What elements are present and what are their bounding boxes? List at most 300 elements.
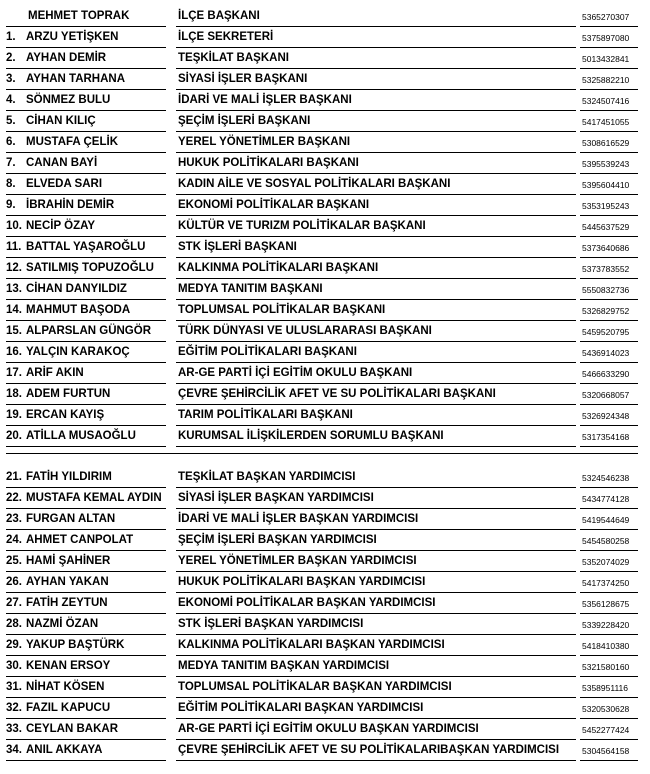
row-number: 11. — [6, 241, 22, 253]
member-name — [6, 492, 162, 504]
row-number: 19. — [6, 409, 22, 421]
member-title: İDARİ VE MALİ İŞLER BAŞKANI — [178, 94, 352, 106]
underline — [580, 718, 638, 719]
member-title: MEDYA TANITIM BAŞKANI — [178, 283, 323, 295]
underline — [6, 676, 166, 677]
underline — [580, 446, 638, 447]
member-phone: 5417451055 — [582, 117, 630, 127]
underline — [580, 613, 638, 614]
underline — [6, 152, 166, 153]
underline — [6, 508, 166, 509]
member-name-text: CEYLAN BAKAR — [26, 723, 118, 735]
table-row — [6, 427, 638, 448]
underline — [6, 173, 166, 174]
member-title: İLÇE SEKRETERİ — [178, 31, 274, 43]
member-phone: 5304564158 — [582, 746, 630, 756]
member-phone: 5550832736 — [582, 285, 630, 295]
underline — [6, 110, 166, 111]
row-number: 7. — [6, 157, 16, 169]
header-title: İLÇE BAŞKANI — [178, 10, 260, 22]
member-phone: 5326924348 — [582, 411, 630, 421]
member-title: TEŞKİLAT BAŞKAN YARDIMCISI — [178, 471, 356, 483]
member-name — [6, 325, 151, 337]
member-phone: 5373640686 — [582, 243, 630, 253]
member-name — [6, 660, 110, 672]
table-row — [6, 91, 638, 112]
underline — [176, 697, 576, 698]
member-phone: 5325882210 — [582, 75, 630, 85]
underline — [176, 341, 576, 342]
row-number: 28. — [6, 618, 22, 630]
member-name — [6, 388, 110, 400]
underline — [580, 131, 638, 132]
member-phone: 5353195243 — [582, 201, 630, 211]
member-phone: 5459520795 — [582, 327, 630, 337]
member-name-text: AHMET CANPOLAT — [26, 534, 134, 546]
underline — [176, 571, 576, 572]
member-name-text: ARİF AKIN — [26, 367, 84, 379]
underline — [6, 383, 166, 384]
row-number: 20. — [6, 430, 22, 442]
member-title: TOPLUMSAL POLİTİKALAR BAŞKAN YARDIMCISI — [178, 681, 452, 693]
member-title: STK İŞLERİ BAŞKAN YARDIMCISI — [178, 618, 364, 630]
member-title: STK İŞLERİ BAŞKANI — [178, 241, 297, 253]
row-number: 33. — [6, 723, 22, 735]
member-name — [6, 576, 109, 588]
underline — [6, 425, 166, 426]
underline — [6, 529, 166, 530]
underline — [580, 634, 638, 635]
member-phone: 5417374250 — [582, 578, 630, 588]
member-phone: 5326829752 — [582, 306, 630, 316]
underline — [6, 446, 166, 447]
row-number: 14. — [6, 304, 22, 316]
member-name — [6, 199, 114, 211]
underline — [176, 655, 576, 656]
underline — [176, 194, 576, 195]
member-title: KÜLTÜR VE TURIZM POLİTİKALAR BAŞKANI — [178, 220, 426, 232]
member-title: MEDYA TANITIM BAŞKAN YARDIMCISI — [178, 660, 390, 672]
row-number: 5. — [6, 115, 16, 127]
underline — [6, 739, 166, 740]
row-number: 3. — [6, 73, 16, 85]
underline — [176, 550, 576, 551]
underline — [176, 613, 576, 614]
table-row — [6, 720, 638, 741]
underline — [6, 571, 166, 572]
underline — [6, 362, 166, 363]
member-name — [6, 513, 115, 525]
member-name-text: FATİH YILDIRIM — [26, 471, 112, 483]
underline — [6, 487, 166, 488]
underline — [580, 676, 638, 677]
table-row — [6, 49, 638, 70]
member-name — [6, 430, 136, 442]
underline — [580, 425, 638, 426]
row-number: 17. — [6, 367, 22, 379]
member-title: YEREL YÖNETİMLER BAŞKANI — [178, 136, 351, 148]
table-row — [6, 217, 638, 238]
member-title: ÇEVRE ŞEHİRCİLİK AFET VE SU POLİTİKALARIBAŞKAN YARDIMCISI — [178, 744, 560, 756]
member-name-text: FAZIL KAPUCU — [26, 702, 111, 714]
member-title: HUKUK POLİTİKALARI BAŞKANI — [178, 157, 359, 169]
member-name-text: FATİH ZEYTUN — [26, 597, 108, 609]
member-phone: 5339228420 — [582, 620, 630, 630]
row-number: 30. — [6, 660, 22, 672]
member-name — [6, 262, 154, 274]
underline — [176, 173, 576, 174]
underline — [176, 152, 576, 153]
section-divider — [6, 448, 638, 468]
row-number: 12. — [6, 262, 22, 274]
underline — [176, 739, 576, 740]
member-name — [6, 723, 118, 735]
header-name: MEHMET TOPRAK — [28, 10, 130, 22]
underline — [580, 508, 638, 509]
underline — [176, 592, 576, 593]
underline — [6, 634, 166, 635]
underline — [176, 320, 576, 321]
underline — [580, 152, 638, 153]
underline — [580, 550, 638, 551]
table-row — [6, 175, 638, 196]
member-name — [6, 157, 97, 169]
member-title: YEREL YÖNETİMLER BAŞKAN YARDIMCISI — [178, 555, 417, 567]
underline — [176, 634, 576, 635]
member-name-text: YAKUP BAŞTÜRK — [26, 639, 125, 651]
row-number: 27. — [6, 597, 22, 609]
member-name — [6, 744, 102, 756]
member-name-text: ELVEDA SARI — [26, 178, 103, 190]
member-phone: 5466633290 — [582, 369, 630, 379]
row-number: 9. — [6, 199, 16, 211]
underline — [580, 236, 638, 237]
underline — [580, 47, 638, 48]
underline — [6, 257, 166, 258]
member-title: EKONOMİ POLİTİKALAR BAŞKANI — [178, 199, 370, 211]
table-row — [6, 385, 638, 406]
member-name — [6, 618, 98, 630]
underline — [580, 320, 638, 321]
member-name-text: NECİP ÖZAY — [26, 220, 96, 232]
member-name-text: BATTAL YAŞAROĞLU — [26, 241, 146, 253]
table-row — [6, 615, 638, 636]
row-number: 4. — [6, 94, 16, 106]
row-number: 16. — [6, 346, 22, 358]
row-number: 29. — [6, 639, 22, 651]
member-title: AR-GE PARTİ İÇİ EGİTİM OKULU BAŞKANI — [178, 367, 413, 379]
row-number: 8. — [6, 178, 16, 190]
table-row — [6, 364, 638, 385]
member-name-text: YALÇIN KARAKOÇ — [26, 346, 130, 358]
underline — [580, 739, 638, 740]
underline — [6, 68, 166, 69]
table-row — [6, 406, 638, 427]
member-name-text: NAZMİ ÖZAN — [26, 618, 99, 630]
member-title: SİYASİ İŞLER BAŞKANI — [178, 73, 308, 85]
table-row — [6, 636, 638, 657]
member-name-text: MAHMUT BAŞODA — [26, 304, 131, 316]
underline — [580, 26, 638, 27]
member-name — [6, 534, 133, 546]
underline — [6, 26, 166, 27]
table-row — [6, 301, 638, 322]
table-row — [6, 573, 638, 594]
member-name-text: ATİLLA MUSAOĞLU — [26, 430, 136, 442]
member-phone: 5321580160 — [582, 662, 630, 672]
member-name — [6, 136, 118, 148]
underline — [580, 278, 638, 279]
member-phone: 5418410380 — [582, 641, 630, 651]
underline — [580, 299, 638, 300]
member-name-text: AYHAN DEMİR — [26, 52, 107, 64]
table-row — [6, 133, 638, 154]
underline — [176, 26, 576, 27]
member-title: KADIN AİLE VE SOSYAL POLİTİKALARI BAŞKANI — [178, 178, 451, 190]
underline — [176, 487, 576, 488]
member-phone: 5013432841 — [582, 54, 630, 64]
member-name-text: KENAN ERSOY — [26, 660, 111, 672]
table-row — [6, 489, 638, 510]
member-title: ŞEÇİM İŞLERİ BAŞKANI — [178, 115, 311, 127]
row-number: 6. — [6, 136, 16, 148]
row-number: 32. — [6, 702, 22, 714]
member-name — [6, 220, 95, 232]
member-phone: 5352074029 — [582, 557, 630, 567]
row-number: 31. — [6, 681, 22, 693]
member-name — [6, 73, 125, 85]
member-phone: 5320668057 — [582, 390, 630, 400]
header-row — [6, 7, 638, 28]
member-name — [6, 409, 104, 421]
row-number: 15. — [6, 325, 22, 337]
row-number: 2. — [6, 52, 16, 64]
member-name-text: HAMİ ŞAHİNER — [26, 555, 111, 567]
underline — [176, 68, 576, 69]
member-name — [6, 681, 104, 693]
table-row — [6, 468, 638, 489]
member-phone: 5320530628 — [582, 704, 630, 714]
table-row — [6, 531, 638, 552]
underline — [176, 404, 576, 405]
member-phone: 5324546238 — [582, 473, 630, 483]
underline — [6, 320, 166, 321]
member-title: ÇEVRE ŞEHİRCİLİK AFET VE SU POLİTİKALARI BAŞKANI — [178, 388, 496, 400]
member-phone: 5308616529 — [582, 138, 630, 148]
member-phone: 5454580258 — [582, 536, 630, 546]
member-title: EKONOMİ POLİTİKALAR BAŞKAN YARDIMCISI — [178, 597, 436, 609]
member-name — [6, 94, 110, 106]
member-phone: 5317354168 — [582, 432, 630, 442]
underline — [176, 676, 576, 677]
member-name — [6, 597, 108, 609]
member-name-text: ALPARSLAN GÜNGÖR — [26, 325, 152, 337]
member-name-text: SÖNMEZ BULU — [26, 94, 111, 106]
underline — [580, 362, 638, 363]
underline — [580, 89, 638, 90]
table-row — [6, 343, 638, 364]
underline — [6, 613, 166, 614]
member-name — [6, 31, 118, 43]
underline — [580, 571, 638, 572]
underline — [580, 215, 638, 216]
underline — [6, 550, 166, 551]
row-number: 22. — [6, 492, 22, 504]
table-row — [6, 259, 638, 280]
table-row — [6, 70, 638, 91]
underline — [580, 110, 638, 111]
underline — [580, 655, 638, 656]
group-presidents — [6, 28, 638, 448]
member-title: KURUMSAL İLİŞKİLERDEN SORUMLU BAŞKANI — [178, 430, 444, 442]
underline — [6, 404, 166, 405]
member-title: TEŞKİLAT BAŞKANI — [178, 52, 289, 64]
member-name-text: CANAN BAYİ — [26, 157, 98, 169]
member-phone: 5375897080 — [582, 33, 630, 43]
underline — [580, 68, 638, 69]
member-title: EĞİTİM POLİTİKALARI BAŞKAN YARDIMCISI — [178, 702, 424, 714]
member-title: HUKUK POLİTİKALARI BAŞKAN YARDIMCISI — [178, 576, 426, 588]
member-name — [6, 471, 112, 483]
table-row — [6, 238, 638, 259]
underline — [176, 529, 576, 530]
member-phone: 5395539243 — [582, 159, 630, 169]
underline — [580, 592, 638, 593]
underline — [6, 215, 166, 216]
table-row — [6, 510, 638, 531]
underline — [176, 131, 576, 132]
row-number: 1. — [6, 31, 16, 43]
row-number: 34. — [6, 744, 22, 756]
underline — [580, 257, 638, 258]
underline — [6, 278, 166, 279]
table-row — [6, 322, 638, 343]
underline — [580, 487, 638, 488]
member-phone: 5436914023 — [582, 348, 630, 358]
underline — [6, 760, 166, 761]
member-title: SİYASİ İŞLER BAŞKAN YARDIMCISI — [178, 492, 374, 504]
member-name-text: FURGAN ALTAN — [26, 513, 116, 525]
table-row — [6, 28, 638, 49]
table-row — [6, 552, 638, 573]
member-name-text: ARZU YETİŞKEN — [26, 31, 119, 43]
member-name — [6, 346, 130, 358]
member-name-text: MUSTAFA KEMAL AYDIN — [26, 492, 162, 504]
member-name — [6, 304, 130, 316]
member-phone: 5373783552 — [582, 264, 630, 274]
member-phone: 5452277424 — [582, 725, 630, 735]
table-row — [6, 154, 638, 175]
member-name-text: AYHAN TARHANA — [26, 73, 126, 85]
member-name-text: AYHAN YAKAN — [26, 576, 109, 588]
underline — [176, 718, 576, 719]
table-row — [6, 741, 638, 762]
member-name-text: ADEM FURTUN — [26, 388, 111, 400]
member-title: İDARİ VE MALİ İŞLER BAŞKAN YARDIMCISI — [178, 513, 419, 525]
underline — [176, 383, 576, 384]
member-name-text: İBRAHİN DEMİR — [26, 199, 115, 211]
member-phone: 5324507416 — [582, 96, 630, 106]
underline — [6, 131, 166, 132]
table-row — [6, 678, 638, 699]
underline — [580, 173, 638, 174]
table-row — [6, 699, 638, 720]
underline — [6, 655, 166, 656]
underline — [176, 425, 576, 426]
table-row — [6, 196, 638, 217]
underline — [176, 110, 576, 111]
member-name-text: CİHAN DANYILDIZ — [26, 283, 127, 295]
member-name — [6, 639, 124, 651]
member-name-text: CİHAN KILIÇ — [26, 115, 96, 127]
member-name — [6, 702, 110, 714]
underline — [6, 89, 166, 90]
row-number: 21. — [6, 471, 22, 483]
row-number: 13. — [6, 283, 22, 295]
underline — [580, 697, 638, 698]
underline — [6, 299, 166, 300]
underline — [176, 89, 576, 90]
member-list — [6, 7, 638, 762]
underline — [6, 194, 166, 195]
row-number: 25. — [6, 555, 22, 567]
row-number: 23. — [6, 513, 22, 525]
member-name-text: MUSTAFA ÇELİK — [26, 136, 118, 148]
underline — [176, 299, 576, 300]
member-title: KALKINMA POLİTİKALARI BAŞKAN YARDIMCISI — [178, 639, 445, 651]
member-title: EĞİTİM POLİTİKALARI BAŞKANI — [178, 346, 357, 358]
member-name — [6, 241, 145, 253]
underline — [176, 236, 576, 237]
member-name-text: NİHAT KÖSEN — [26, 681, 105, 693]
underline — [176, 47, 576, 48]
row-number: 26. — [6, 576, 22, 588]
underline — [176, 446, 576, 447]
member-phone: 5356128675 — [582, 599, 630, 609]
member-phone: 5445637529 — [582, 222, 630, 232]
group-vice-presidents — [6, 468, 638, 762]
member-phone: 5434774128 — [582, 494, 630, 504]
member-phone: 5358951116 — [582, 683, 629, 693]
underline — [6, 47, 166, 48]
underline — [580, 341, 638, 342]
member-phone: 5419544649 — [582, 515, 630, 525]
member-title: ŞEÇİM İŞLERİ BAŞKAN YARDIMCISI — [178, 534, 377, 546]
member-title: TÜRK DÜNYASI VE ULUSLARARASI BAŞKANI — [178, 325, 432, 337]
table-row — [6, 280, 638, 301]
underline — [6, 236, 166, 237]
member-title: TARIM POLİTİKALARI BAŞKANI — [178, 409, 353, 421]
member-name — [6, 115, 96, 127]
table-row — [6, 112, 638, 133]
underline — [176, 215, 576, 216]
row-number: 10. — [6, 220, 22, 232]
underline — [580, 760, 638, 761]
member-name — [6, 283, 127, 295]
member-title: AR-GE PARTİ İÇİ EGİTİM OKULU BAŞKAN YARDIMCISI — [178, 723, 479, 735]
underline — [6, 341, 166, 342]
member-title: TOPLUMSAL POLİTİKALAR BAŞKANI — [178, 304, 386, 316]
underline — [176, 362, 576, 363]
row-number: 18. — [6, 388, 22, 400]
member-name — [6, 555, 110, 567]
underline — [580, 529, 638, 530]
member-title: KALKINMA POLİTİKALARI BAŞKANI — [178, 262, 379, 274]
underline — [580, 383, 638, 384]
table-row — [6, 594, 638, 615]
underline — [6, 718, 166, 719]
member-phone: 5395604410 — [582, 180, 630, 190]
